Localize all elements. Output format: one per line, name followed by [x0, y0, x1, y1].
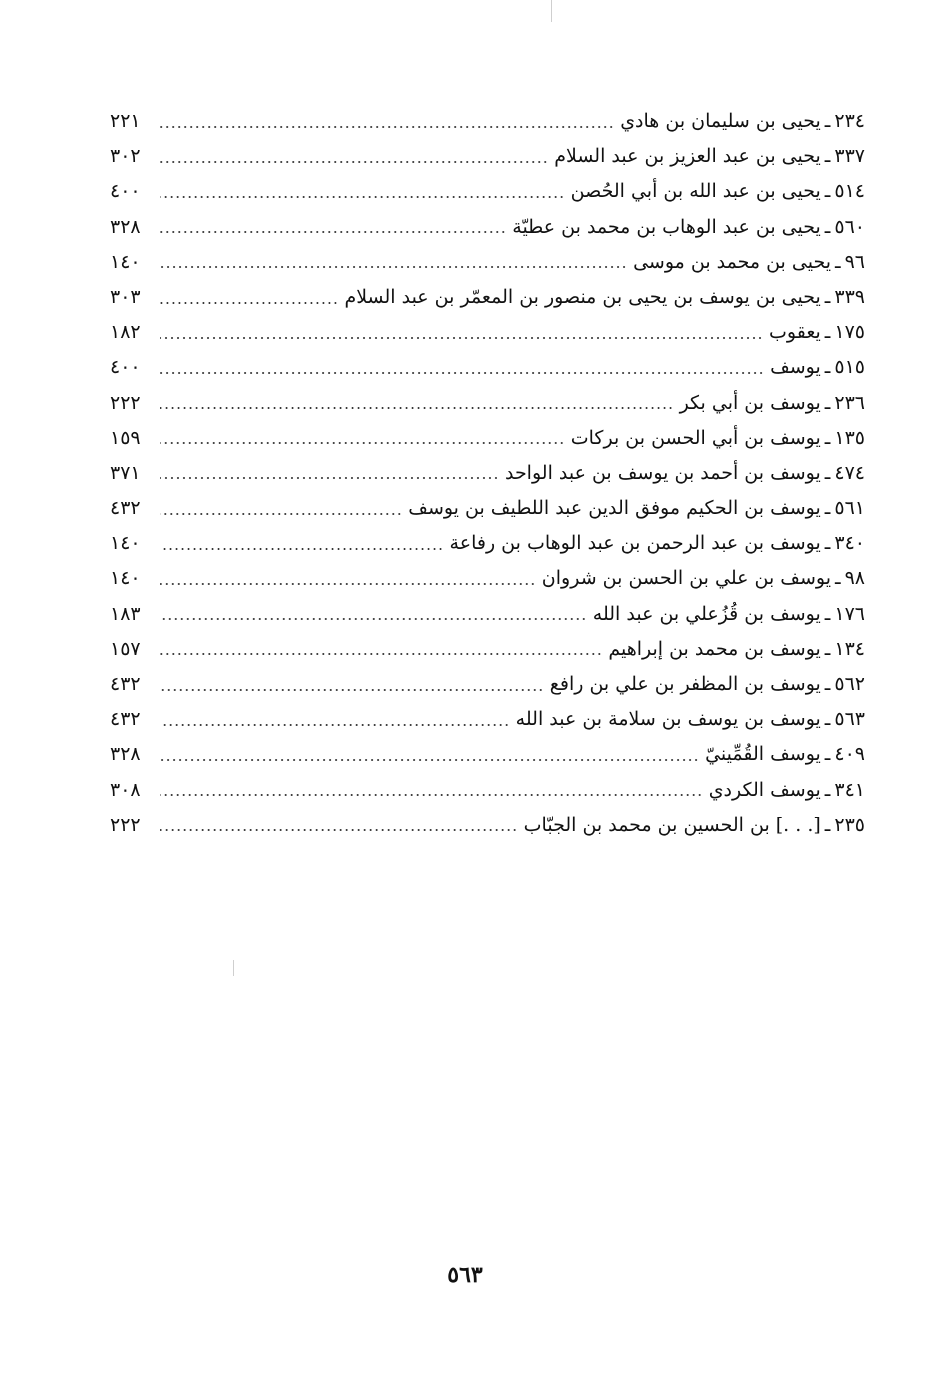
entry-separator: ـ	[824, 637, 831, 660]
dot-leader	[160, 548, 444, 550]
entry-name: يوسف بن الحكيم موفق الدين عبد اللطيف بن يوسف	[408, 497, 821, 520]
index-entry	[110, 561, 865, 596]
dot-leader	[160, 759, 699, 761]
entry-number: ٣٣٩	[834, 285, 865, 308]
entry-page-ref: ٤٣٢	[110, 497, 141, 520]
entry-number: ٥١٤	[834, 180, 865, 203]
entry-name: يوسف بن أبي بكر	[679, 391, 821, 414]
scan-artifact-top	[551, 0, 552, 22]
index-entry	[110, 350, 865, 385]
entry-name: يوسف بن أبي الحسن بن بركات	[570, 426, 821, 449]
entry-name: يحيى بن سليمان بن هادي	[620, 110, 821, 132]
entry-name: يعقوب	[769, 321, 821, 344]
index-entry	[110, 597, 865, 632]
entry-name: يحيى بن عبد العزيز بن عبد السلام	[554, 145, 821, 168]
entry-number: ٤٠٩	[834, 743, 865, 766]
dot-leader	[160, 442, 565, 444]
dot-leader	[160, 724, 510, 726]
entry-number: ٣٣٧	[834, 145, 865, 168]
entry-separator: ـ	[824, 813, 831, 836]
index-entry	[110, 808, 865, 843]
dot-leader	[160, 196, 565, 198]
index-entry	[110, 245, 865, 280]
entry-number: ٥٦٣	[834, 708, 865, 731]
entry-name: يحيى بن عبد الله بن أبي الحُصن	[570, 180, 821, 203]
entry-name: [. . .] بن الحسين بن محمد بن الجبّاب	[523, 813, 821, 836]
index-entry	[110, 456, 865, 491]
dot-leader	[160, 231, 506, 233]
entry-name: يوسف بن محمد بن إبراهيم	[608, 637, 821, 660]
dot-leader	[160, 302, 338, 304]
index-entry	[110, 491, 865, 526]
entry-name: يوسف بن قُزُعلي بن عبد الله	[592, 602, 821, 625]
entry-number: ١٣٤	[834, 637, 865, 660]
index-entry	[110, 210, 865, 245]
entry-separator: ـ	[824, 778, 831, 801]
entry-number: ٩٦	[844, 250, 865, 273]
entry-page-ref: ٢٢٢	[110, 391, 141, 414]
entry-page-ref: ٤٠٠	[110, 356, 141, 379]
dot-leader	[160, 689, 544, 691]
entry-page-ref: ٣٢٨	[110, 743, 141, 766]
entry-number: ٤٧٤	[834, 461, 865, 484]
entry-separator: ـ	[824, 602, 831, 625]
index-entry	[110, 773, 865, 808]
entry-number: ٢٣٤	[834, 110, 865, 132]
entry-page-ref: ٤٣٢	[110, 673, 141, 695]
entry-number: ٥١٥	[834, 356, 865, 379]
entry-separator: ـ	[824, 426, 831, 449]
entry-separator: ـ	[835, 250, 841, 273]
index-entry	[110, 737, 865, 772]
entry-number: ١٧٥	[834, 321, 865, 344]
index-entry	[110, 174, 865, 209]
entry-number: ٣٤٠	[834, 532, 865, 555]
index-entry	[110, 280, 865, 315]
dot-leader	[160, 618, 587, 620]
entry-name: يوسف بن المظفر بن علي بن رافع	[549, 673, 821, 695]
dot-leader	[160, 794, 703, 796]
index-entry	[110, 526, 865, 561]
index-list	[110, 104, 865, 843]
dot-leader	[160, 653, 602, 655]
scan-artifact-middle	[233, 960, 234, 976]
entry-separator: ـ	[824, 215, 831, 238]
dot-leader	[160, 477, 499, 479]
entry-page-ref: ١٨٣	[110, 602, 141, 625]
entry-page-ref: ٤٠٠	[110, 180, 141, 203]
entry-separator: ـ	[824, 356, 831, 379]
entry-name: يوسف بن يوسف بن سلامة بن عبد الله	[515, 708, 821, 731]
entry-name: يوسف الكردي	[708, 778, 821, 801]
dot-leader	[160, 829, 518, 831]
entry-page-ref: ٣٠٨	[110, 778, 141, 801]
index-entry	[110, 632, 865, 667]
entry-page-ref: ١٥٧	[110, 637, 141, 660]
dot-leader	[160, 337, 763, 339]
entry-page-ref: ٣٠٣	[110, 285, 141, 308]
entry-name: يحيى بن يوسف بن يحيى بن منصور بن المعمّر بن عبد السلام	[344, 285, 821, 308]
entry-page-ref: ١٨٢	[110, 321, 141, 344]
entry-name: يحيى بن عبد الوهاب بن محمد بن عطيّة	[512, 215, 821, 238]
entry-number: ٣٤١	[834, 778, 865, 801]
entry-number: ٢٣٦	[834, 391, 865, 414]
entry-separator: ـ	[824, 461, 831, 484]
entry-page-ref: ١٤٠	[110, 250, 141, 273]
entry-page-ref: ١٥٩	[110, 426, 141, 449]
index-entry	[110, 702, 865, 737]
entry-page-ref: ٣٢٨	[110, 215, 141, 238]
entry-page-ref: ٢٢٢	[110, 813, 141, 836]
entry-page-ref: ٢٢١	[110, 110, 141, 132]
dot-leader	[160, 161, 548, 163]
entry-page-ref: ٣٧١	[110, 461, 141, 484]
entry-separator: ـ	[824, 321, 831, 344]
entry-name: يوسف بن علي بن الحسن بن شروان	[541, 567, 831, 590]
entry-number: ٥٦١	[834, 497, 865, 520]
entry-number: ٩٨	[844, 567, 865, 590]
entry-page-ref: ٤٣٢	[110, 708, 141, 731]
dot-leader	[160, 266, 627, 268]
entry-separator: ـ	[835, 567, 841, 590]
index-entry	[110, 315, 865, 350]
entry-separator: ـ	[824, 532, 831, 555]
dot-leader	[160, 513, 402, 515]
entry-separator: ـ	[824, 285, 831, 308]
entry-name: يوسف بن عبد الرحمن بن عبد الوهاب بن رفاعة	[449, 532, 821, 555]
entry-page-ref: ١٤٠	[110, 532, 141, 555]
entry-separator: ـ	[824, 743, 831, 766]
index-entry	[110, 667, 865, 702]
dot-leader	[160, 126, 614, 128]
entry-page-ref: ٣٠٢	[110, 145, 141, 168]
entry-separator: ـ	[824, 391, 831, 414]
entry-page-ref: ١٤٠	[110, 567, 141, 590]
entry-separator: ـ	[824, 110, 831, 132]
entry-separator: ـ	[824, 145, 831, 168]
entry-name: يوسف بن أحمد بن يوسف بن عبد الواحد	[504, 461, 821, 484]
entry-separator: ـ	[824, 180, 831, 203]
entry-separator: ـ	[824, 708, 831, 731]
page-number: ٥٦٣	[447, 1262, 483, 1288]
index-entry	[110, 421, 865, 456]
entry-number: ٢٣٥	[834, 813, 865, 836]
index-entry	[110, 139, 865, 174]
index-entry	[110, 104, 865, 139]
entry-name: يوسف	[770, 356, 821, 379]
dot-leader	[160, 583, 536, 585]
entry-separator: ـ	[824, 673, 831, 695]
dot-leader	[160, 372, 764, 374]
entry-number: ١٣٥	[834, 426, 865, 449]
dot-leader	[160, 407, 674, 409]
entry-number: ٥٦٢	[834, 673, 865, 695]
entry-name: يحيى بن محمد بن موسى	[633, 250, 831, 273]
index-entry	[110, 386, 865, 421]
entry-number: ٥٦٠	[834, 215, 865, 238]
entry-number: ١٧٦	[834, 602, 865, 625]
entry-name: يوسف القُمِّينيّ	[705, 743, 821, 766]
entry-separator: ـ	[824, 497, 831, 520]
